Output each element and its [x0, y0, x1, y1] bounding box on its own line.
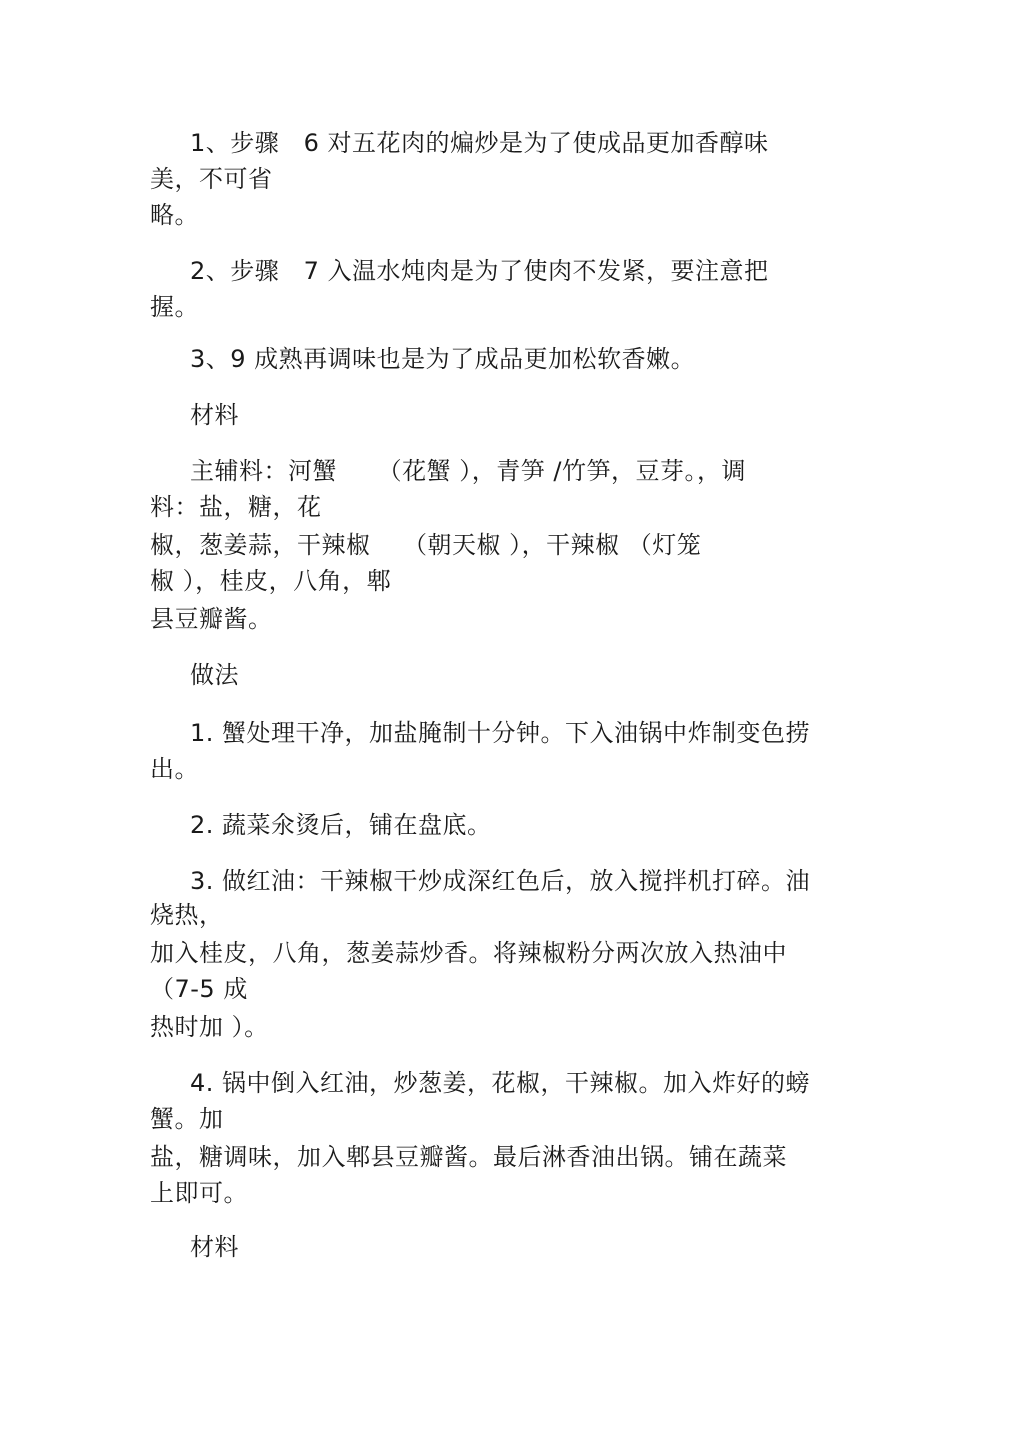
- step-1-line-1: 1. 蟹处理干净，加盐腌制十分钟。下入油锅中炸制变色捞: [190, 719, 811, 747]
- step-1-line-2: 出。: [150, 755, 199, 783]
- ingredients-line-5: 县豆瓣酱。: [150, 605, 273, 633]
- note-2-line-2: 握。: [150, 293, 199, 321]
- step-3-line-4: （7-5 成: [150, 975, 248, 1003]
- step-2-line-1: 2. 蔬菜氽烫后，铺在盘底。: [190, 811, 492, 839]
- step-3-line-2: 烧热，: [150, 901, 224, 929]
- step-4-line-3: 盐，糖调味，加入郫县豆瓣酱。最后淋香油出锅。铺在蔬菜: [150, 1143, 787, 1171]
- step-3-line-1: 3. 做红油：干辣椒干炒成深红色后，放入搅拌机打碎。油: [190, 867, 811, 895]
- step-4-line-4: 上即可。: [150, 1179, 248, 1207]
- note-1-line-2: 美，不可省: [150, 165, 273, 193]
- ingredients-line-1: 主辅料：河蟹 （花蟹 ），青笋 /竹笋，豆芽。，调: [190, 457, 746, 485]
- note-1-line-3: 略。: [150, 201, 199, 229]
- note-3-line-1: 3、9 成熟再调味也是为了成品更加松软香嫩。: [190, 345, 696, 373]
- step-4-line-1: 4. 锅中倒入红油，炒葱姜，花椒，干辣椒。加入炸好的螃: [190, 1069, 811, 1097]
- ingredients-line-3: 椒，葱姜蒜，干辣椒 （朝天椒 ），干辣椒 （灯笼: [150, 531, 702, 559]
- ingredients-line-4: 椒 ），桂皮，八角，郫: [150, 567, 392, 595]
- section-heading-method: 做法: [190, 661, 239, 689]
- step-4-line-2: 蟹。加: [150, 1105, 224, 1133]
- note-1-line-1: 1、步骤 6 对五花肉的煸炒是为了使成品更加香醇味: [190, 129, 769, 157]
- step-3-line-5: 热时加 ）。: [150, 1013, 269, 1041]
- note-2-line-1: 2、步骤 7 入温水炖肉是为了使肉不发紧，要注意把: [190, 257, 769, 285]
- section-heading-materials: 材料: [190, 401, 239, 429]
- section-heading-materials-2: 材料: [190, 1233, 239, 1261]
- ingredients-line-2: 料：盐，糖，花: [150, 493, 322, 521]
- step-3-line-3: 加入桂皮，八角，葱姜蒜炒香。将辣椒粉分两次放入热油中: [150, 939, 787, 967]
